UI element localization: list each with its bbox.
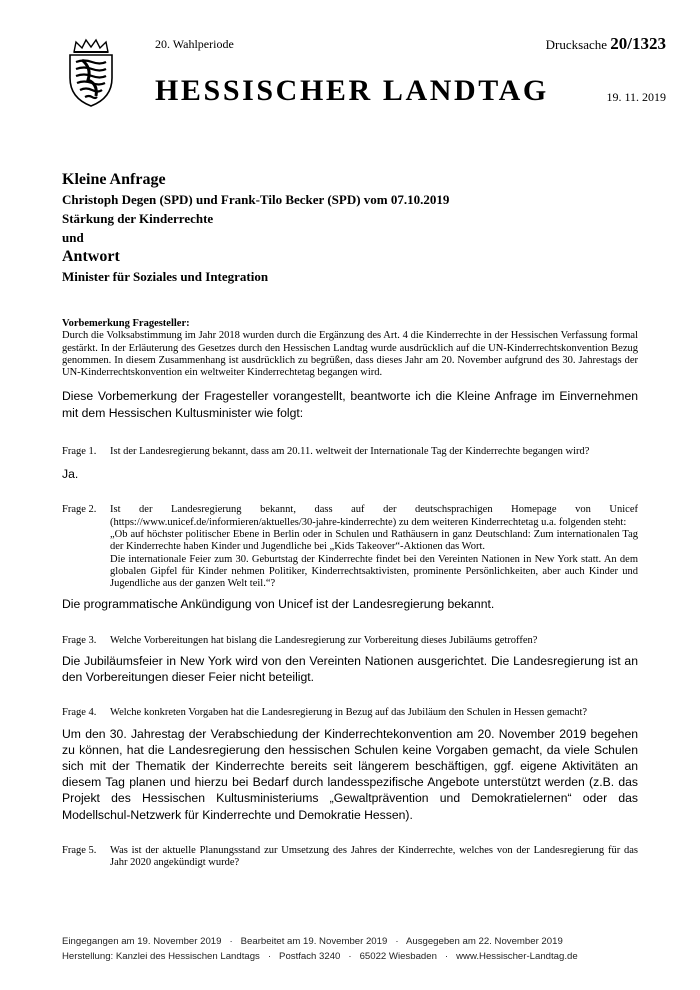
footer-dates: Eingegangen am 19. November 2019 · Bearbeitet am 19. November 2019 · Ausgegeben am 22. November 2019 <box>62 936 563 947</box>
footer-imprint: Herstellung: Kanzlei des Hessischen Landtags · Postfach 3240 · 65022 Wiesbaden · www.Hessischer-Landtag.de <box>62 950 578 962</box>
question-text: Welche konkreten Vorgaben hat die Landesregierung in Bezug auf das Jubiläum den Schulen in Hessen gemacht? <box>110 707 588 719</box>
question-text-block <box>110 504 638 590</box>
document-date: 19. 11. 2019 <box>606 90 666 104</box>
drucksache-number: 20/1323 <box>610 34 666 53</box>
landtag-title: HESSISCHER LANDTAG <box>155 74 549 107</box>
preface-title: Vorbemerkung Fragesteller: <box>62 318 190 329</box>
question-3 <box>62 635 638 647</box>
question-text: Ist der Landesregierung bekannt, dass auf der deutschsprachigen Homepage von Unicef (https://www.unicef.de/informieren/aktuelles/30-jahre-kinderrechte) zu dem weiteren Kinderrechtetag u.a. folgenden steht: <box>110 504 638 528</box>
heading-authors: Christoph Degen (SPD) und Frank-Tilo Becker (SPD) vom 07.10.2019 <box>62 192 450 207</box>
question-label: Frage 4. <box>62 707 97 719</box>
question-text: Was ist der aktuelle Planungsstand zur Umsetzung des Jahres der Kinderrechte, welches von der Landesregierung für das Jahr 2020 angekündigt wurde? <box>110 844 638 869</box>
question-label: Frage 3. <box>62 634 97 646</box>
preface-answer: Diese Vorbemerkung der Fragesteller vorangestellt, beantworte ich die Kleine Anfrage im Einvernehmen mit dem Hessischen Kultusminister wie folgt: <box>62 389 638 420</box>
answer-1: Ja. <box>62 467 79 482</box>
question-5 <box>62 845 638 870</box>
question-label: Frage 2. <box>62 504 97 516</box>
drucksache-label: Drucksache <box>545 37 608 52</box>
question-text: Ist der Landesregierung bekannt, dass am 20.11. weltweit der Internationale Tag der Kinderrechte begangen wird? <box>110 445 590 457</box>
wahlperiode: 20. Wahlperiode <box>155 37 234 51</box>
question-label: Frage 1. <box>62 445 97 457</box>
question-quote-1: „Ob auf höchster politischer Ebene in Berlin oder in Schulen und Rathäusern in ganz Deutschland: Zum internationalen Tag der Kinderrechte haben Kinder und Jugendliche bei „Kids Takeover“-Aktionen das Wort. <box>110 528 638 553</box>
heading-kind: Kleine Anfrage <box>62 171 166 188</box>
document-footer <box>62 935 638 964</box>
preface-text: Durch die Volksabstimmung im Jahr 2018 wurden durch die Ergänzung des Art. 4 die Kinderrechte in der Hessischen Verfassung formal gestärkt. In der Erläuterung des Gesetzes durch den Hessischen Landtag wurde ausdrücklich auf die UN-Kinderrechtskonvention Bezug genommen. In diesem Zusammenhang ist ausdrücklich zu begrüßen, dass dieses Jahr am 20. November aufgrund des 30. Jahrestags der UN-Kinderrechtskonvention ein weltweiter Kinderrechtetag begangen wird. <box>62 330 638 379</box>
hessen-coat-of-arms-icon <box>62 38 120 108</box>
document-heading <box>62 170 662 286</box>
question-1 <box>62 446 638 458</box>
heading-ministry: Minister für Soziales und Integration <box>62 269 269 284</box>
drucksache <box>546 34 666 54</box>
question-quote-2: Die internationale Feier zum 30. Geburtstag der Kinderrechte findet bei den Vereinten Nationen in New York statt. An dem globalen Gipfel für Kinder nehmen Politiker, Kinderrechtsaktivisten, prominente Persönlichkeiten, aber auch Kinder und Jugendliche aus der ganzen Welt teil.“? <box>110 553 638 590</box>
answer-3: Die Jubiläumsfeier in New York wird von den Vereinten Nationen ausgerichtet. Die Landesregierung ist an den Vorbereitungen dieser Feier nicht beteiligt. <box>62 653 638 685</box>
heading-topic: Stärkung der Kinderrechte <box>62 211 214 226</box>
question-text: Welche Vorbereitungen hat bislang die Landesregierung zur Vorbereitung dieses Jubiläums getroffen? <box>110 634 538 646</box>
question-2 <box>62 504 638 590</box>
question-4 <box>62 707 638 719</box>
answer-4: Um den 30. Jahrestag der Verabschiedung der Kinderrechtekonvention am 20. November 2019 begehen zu können, hat die Landesregierung den hessischen Schulen keine Vorgaben gemacht, da viele Schulen sich mit der Thematik der Kinderrechte bereits seit längerem beschäftigen, ggf. eigene Aktivitäten an diesem Tag planen und hierzu bei Bedarf durch landesspezifische Angebote unterstützt werden (z.B. das Projekt des Hessischen Kultusministeriums „Gewaltprävention und Demokratielernen“ oder das Modellschul-Netzwerk für Kinderrechte und Demokratie Hessen). <box>62 726 638 822</box>
question-label: Frage 5. <box>62 844 97 856</box>
answer-2: Die programmatische Ankündigung von Unicef ist der Landesregierung bekannt. <box>62 597 495 612</box>
heading-und: und <box>62 230 84 245</box>
heading-antwort: Antwort <box>62 248 120 265</box>
document-body <box>62 318 638 869</box>
